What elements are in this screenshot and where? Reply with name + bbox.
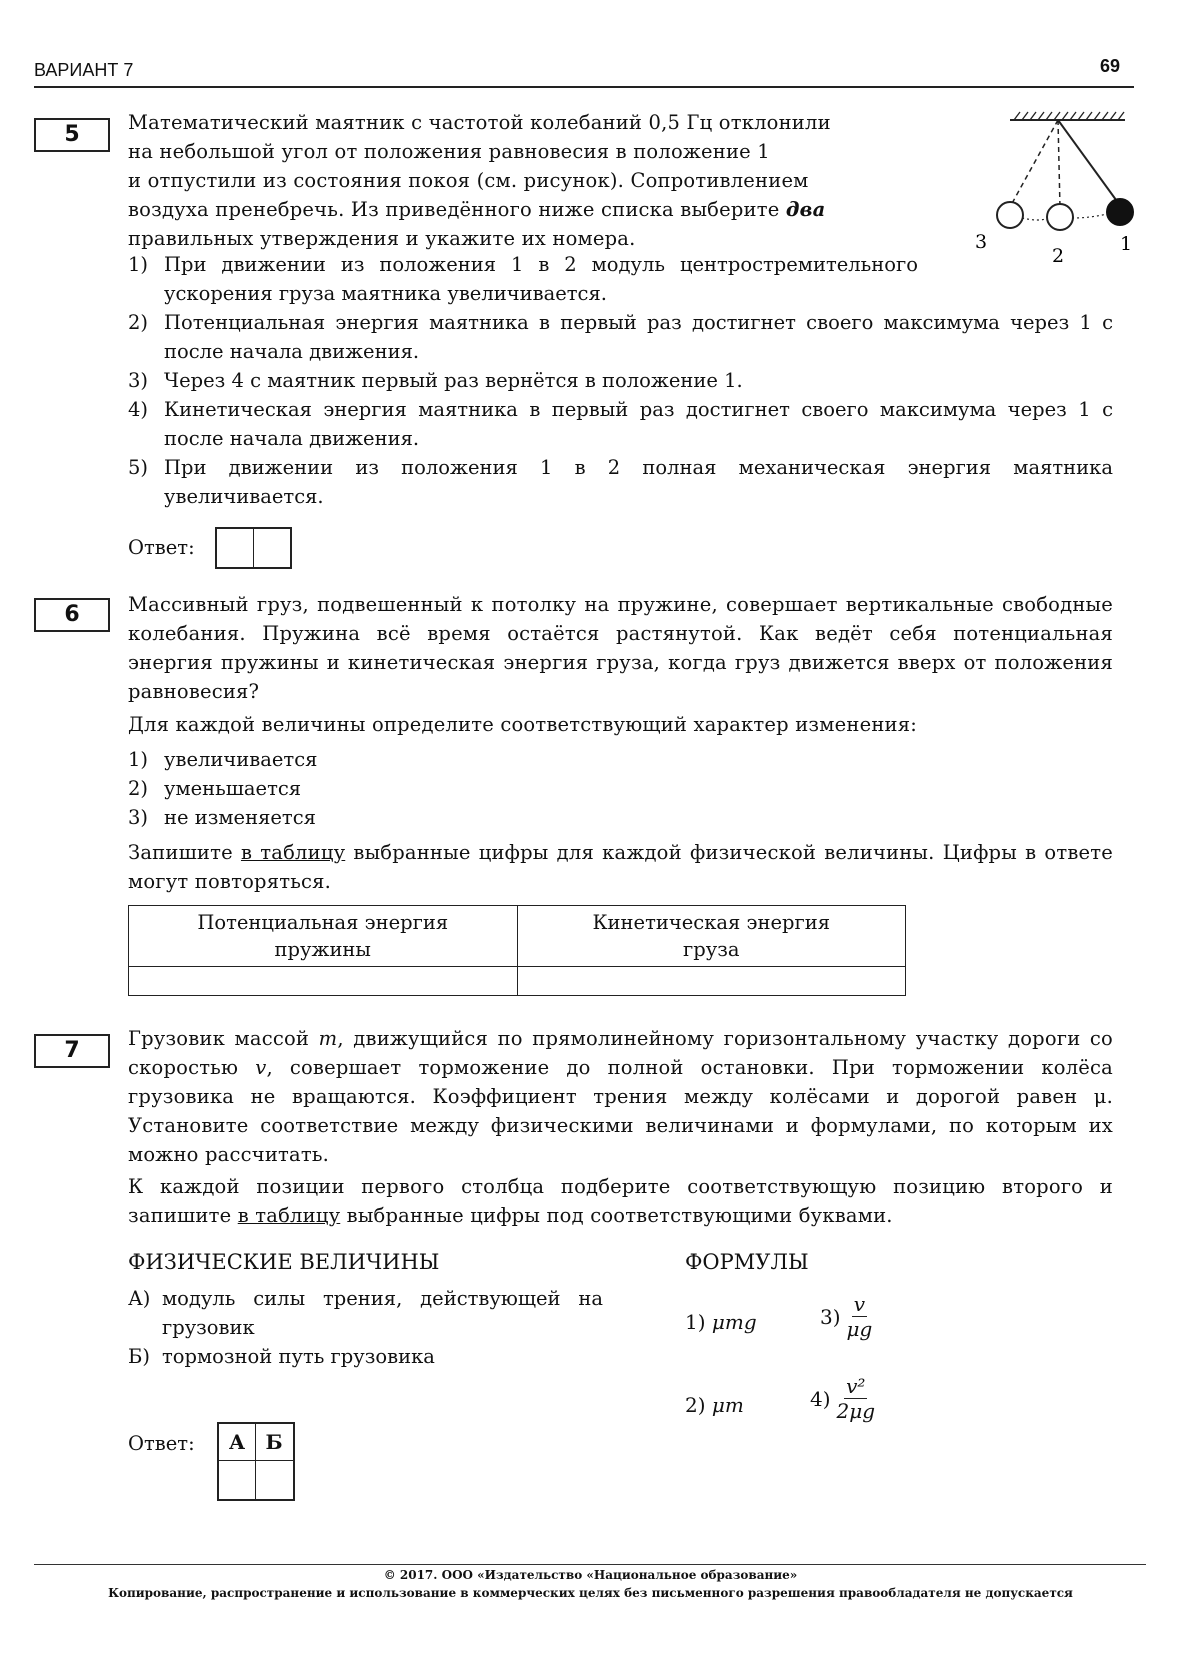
task-7-quantity-b: Б) тормозной путь грузовика xyxy=(128,1345,435,1368)
formula-3-fraction: $\frac{v}{\mu g}$ xyxy=(846,1292,873,1341)
task-7-col1-title: ФИЗИЧЕСКИЕ ВЕЛИЧИНЫ xyxy=(128,1250,440,1274)
task-5-answer-label: Ответ: xyxy=(128,536,195,559)
page-number: 69 xyxy=(1100,56,1121,76)
formula-1: 1) μmg xyxy=(685,1310,757,1334)
task-7-instruction: К каждой позиции первого столбца подберите соответствующую позицию второго и запишите в таблицу выбранные цифры под соответствующими буквами. xyxy=(128,1175,1113,1227)
task-5-line-4: воздуха пренебречь. Из приведённого ниже списка выберите два xyxy=(128,198,826,221)
task-5-line-2: на небольшой угол от положения равновесия в положение 1 xyxy=(128,140,770,163)
task-7-answer-header-b: Б xyxy=(265,1430,283,1454)
task-7-col2-title: ФОРМУЛЫ xyxy=(685,1250,809,1274)
footer-divider xyxy=(34,1564,1146,1565)
task-6-table-link: в таблицу xyxy=(240,841,346,864)
task-5-line-3: и отпустили из состояния покоя (см. рисунок). Сопротивлением xyxy=(128,169,809,192)
task-5-option-2: 2) Потенциальная энергия маятника в первый раз достигнет своего максимума через 1 с после начала движения. xyxy=(128,311,1113,363)
task-5-options xyxy=(128,250,1113,511)
task-6-option-1: 1) увеличивается xyxy=(128,748,318,771)
task-5-option-3: 3) Через 4 с маятник первый раз вернётся в положение 1. xyxy=(128,369,743,392)
header-divider xyxy=(34,86,1134,88)
task-6-col-header-kinetic: Кинетическая энергия груза xyxy=(517,906,906,967)
task-5-answer-cell-2[interactable] xyxy=(254,529,290,567)
task-5-option-1: 1) При движении из положения 1 в 2 модуль центростремительного ускорения груза маятника увеличивается. xyxy=(128,253,918,305)
task-5-option-5: 5) При движении из положения 1 в 2 полная механическая энергия маятника увеличивается. xyxy=(128,456,1113,508)
footer-notice: Копирование, распространение и использование в коммерческих целях без письменного разрешения правообладателя не допускается xyxy=(108,1586,1073,1600)
formula-4: 4) $\frac{\text{v²}}{2\mu g}$ xyxy=(810,1374,876,1423)
task-7-answer-box xyxy=(217,1422,295,1501)
arc-3-2 xyxy=(1022,218,1048,220)
task-7-answer-label: Ответ: xyxy=(128,1432,195,1455)
task-7-number-box: 7 xyxy=(34,1034,110,1068)
task-7-quantities xyxy=(128,1284,603,1371)
variant-title: ВАРИАНТ 7 xyxy=(34,60,134,80)
task-7-text: Грузовик массой m, движущийся по прямолинейному горизонтальному участку дороги со скоростью v, совершает торможение до полной остановки. При торможении колёса грузовика не вращаются. Коэффициент трения между колёсами и дорогой равен μ. Установите соответствие между физическими величинами и формулами, по которым их можно рассчитать. xyxy=(128,1027,1113,1166)
formula-4-fraction: $\frac{\text{v²}}{2\mu g}$ xyxy=(836,1374,876,1423)
task-5-answer-cell-1[interactable] xyxy=(217,529,254,567)
task-6-text: Массивный груз, подвешенный к потолку на пружине, совершает вертикальные свободные колебания. Пружина всё время остаётся растянутой. Как ведёт себя потенциальная энергия пружины и кинетическая энергия груза, когда груз движется вверх от положения равновесия? xyxy=(128,593,1113,703)
task-5-line-5: правильных утверждения и укажите их номера. xyxy=(128,227,636,250)
task-6-number-box: 6 xyxy=(34,598,110,632)
label-2: 2 xyxy=(1052,245,1065,267)
task-7-answer-cell-a[interactable] xyxy=(219,1461,256,1499)
task-7-quantity-a: А) модуль силы трения, действующей на грузовик xyxy=(128,1287,603,1339)
thread-position-2 xyxy=(1058,120,1060,208)
formula-3: 3) $\frac{v}{\mu g}$ xyxy=(820,1292,873,1341)
task-5-number-box: 5 xyxy=(34,118,110,152)
task-5-emph: два xyxy=(785,198,826,221)
thread-position-1 xyxy=(1058,120,1119,204)
task-7-mass-symbol: m xyxy=(318,1027,338,1050)
task-7-answer-header-a: А xyxy=(219,1424,256,1460)
task-6-answer-cell-2[interactable] xyxy=(517,967,906,996)
label-3: 3 xyxy=(975,231,988,253)
task-6-write-instruction: Запишите в таблицу выбранные цифры для каждой физической величины. Цифры в ответе могут повторяться. xyxy=(128,841,1113,893)
task-7-table-link: в таблицу xyxy=(237,1204,341,1227)
task-7-speed-symbol: v xyxy=(255,1056,267,1079)
task-6-option-3: 3) не изменяется xyxy=(128,806,316,829)
task-6-option-2: 2) уменьшается xyxy=(128,777,302,800)
ceiling-hatch xyxy=(1014,112,1124,120)
thread-position-3 xyxy=(1010,120,1058,207)
footer-copyright: © 2017. ООО «Издательство «Национальное образование» xyxy=(383,1568,798,1582)
task-7-answer-cell-b[interactable] xyxy=(256,1461,292,1499)
bob-position-2 xyxy=(1047,204,1073,230)
bob-position-3 xyxy=(997,202,1023,228)
task-6-answer-table xyxy=(128,905,906,996)
label-1: 1 xyxy=(1120,233,1133,255)
formula-2: 2) μm xyxy=(685,1393,744,1417)
task-6-col-header-potential: Потенциальная энергия пружины xyxy=(129,906,518,967)
task-6-instruction: Для каждой величины определите соответствующий характер изменения: xyxy=(128,713,917,736)
task-5-text xyxy=(128,108,928,253)
task-6-answer-cell-1[interactable] xyxy=(129,967,518,996)
task-6-options xyxy=(128,745,728,832)
arc-2-1 xyxy=(1072,214,1107,218)
bob-position-1 xyxy=(1107,199,1133,225)
task-5-answer-box[interactable] xyxy=(215,527,292,569)
task-5-line-1: Математический маятник с частотой колебаний 0,5 Гц отклонили xyxy=(128,111,831,134)
task-5-option-4: 4) Кинетическая энергия маятника в первый раз достигнет своего максимума через 1 с после начала движения. xyxy=(128,398,1113,450)
